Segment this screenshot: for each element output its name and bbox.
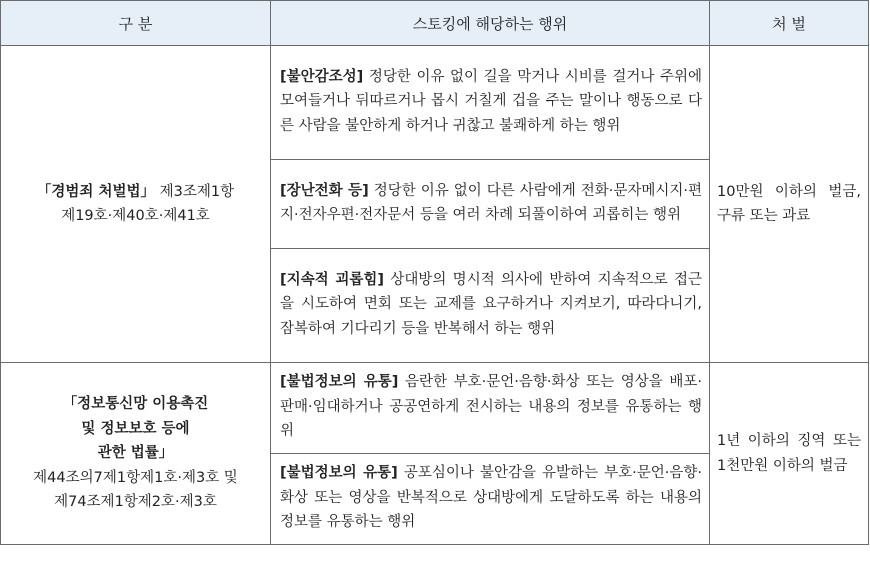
act-tag: [불안감조성] [280, 68, 364, 85]
act-tag: [불법정보의 유통] [280, 374, 399, 391]
act-cell [271, 454, 710, 545]
penalty-cell: 1년 이하의 징역 또는 1천만원 이하의 벌금 [710, 363, 869, 545]
act-tag: [불법정보의 유통] [280, 465, 398, 482]
law-articles: 제74조제1항제2호·제3호 [54, 494, 217, 511]
header-category: 구 분 [1, 1, 271, 46]
law-title-line: 관한 법률」 [97, 445, 174, 462]
law-title-line: 「정보통신망 이용촉진 [62, 396, 209, 413]
act-cell [271, 46, 710, 160]
act-cell [271, 249, 710, 363]
law-title-line: 및 정보보호 등에 [81, 420, 190, 437]
table-row [1, 363, 869, 454]
law-articles: 제44조의7제1항제1호·제3호 및 [33, 469, 238, 486]
act-text: 상대방의 명시적 의사에 반하여 지속적으로 접근을 시도하여 면회 또는 교제를 요구하거나 지켜보기, 따라다니기, 잠복하여 기다리기 등을 반복해서 하는 행위 [280, 271, 703, 337]
act-cell [271, 363, 710, 454]
law-cell-network-act [1, 363, 271, 545]
act-text: 음란한 부호·문언·음향·화상 또는 영상을 배포·판매·임대하거나 공공연하게 전시하는 내용의 정보를 유통하는 행위 [280, 374, 702, 440]
law-title: 「경범죄 처벌법」 제3조제1항 [36, 183, 235, 200]
act-text: 공포심이나 불안감을 유발하는 부호·문언·음향·화상 또는 영상을 반복적으로 상대방에게 도달하도록 하는 내용의 정보를 유통하는 행위 [280, 465, 702, 531]
law-articles: 제19호·제40호·제41호 [61, 208, 210, 224]
penalty-cell: 10만원 이하의 벌금, 구류 또는 과료 [710, 46, 869, 363]
act-cell [271, 160, 710, 249]
act-text: 정당한 이유 없이 다른 사람에게 전화·문자메시지·편지·전자우편·전자문서 등을 여러 차례 되풀이하여 괴롭히는 행위 [280, 182, 702, 223]
table-row [1, 46, 869, 160]
header-act: 스토킹에 해당하는 행위 [271, 1, 710, 46]
header-penalty: 처 벌 [710, 1, 869, 46]
law-cell-minor-offenses [1, 46, 271, 363]
act-text: 정당한 이유 없이 길을 막거나 시비를 걸거나 주위에 모여들거나 뒤따르거나 몹시 거칠게 겁을 주는 말이나 행동으로 다른 사람을 불안하게 하거나 귀찮고 불쾌하게 하는 행위 [280, 68, 702, 134]
act-tag: [지속적 괴롭힘] [280, 271, 385, 288]
act-tag: [장난전화 등] [280, 182, 369, 199]
header-row [1, 1, 869, 46]
